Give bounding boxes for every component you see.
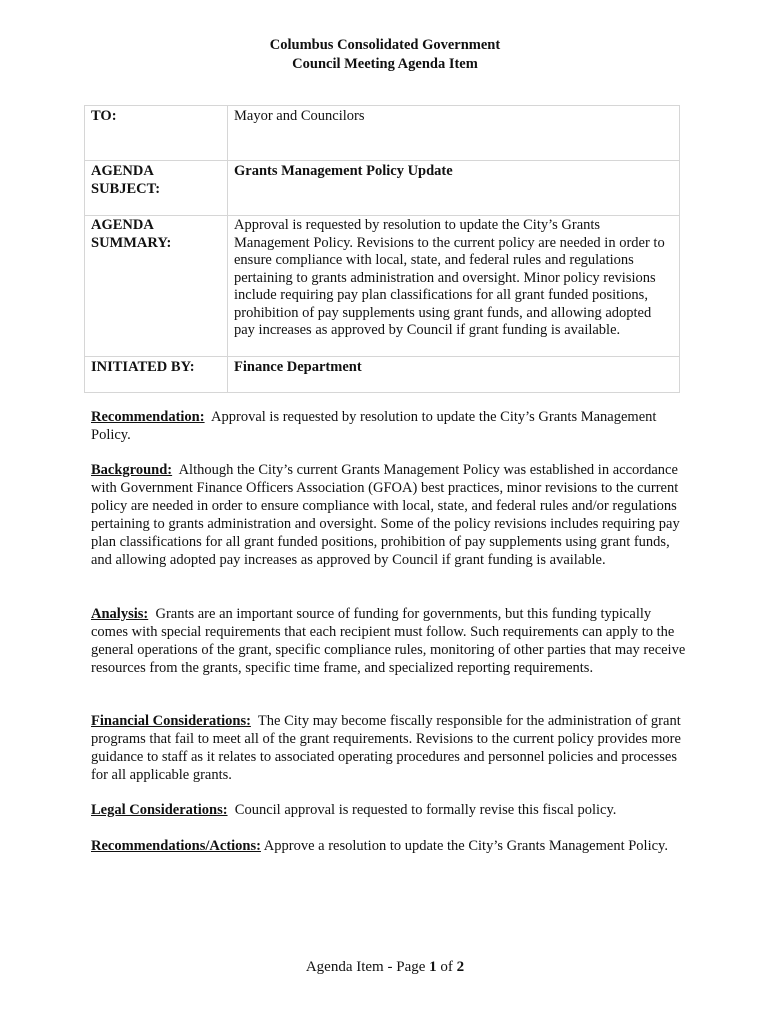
total-pages: 2 xyxy=(456,959,465,975)
agenda-subject-label-line1: AGENDA xyxy=(91,163,154,179)
government-name: Columbus Consolidated Government xyxy=(269,37,501,53)
table-row xyxy=(85,106,680,161)
recommendations-actions-text: Approve a resolution to update the City’s Grants Management Policy. xyxy=(263,838,668,854)
financial-considerations-text: The City may become fiscally responsible for the administration of grant programs that fail to meet all of the grant requirements. Revisions to the current policy provides more guidance to staff as it relates to associated operating procedures and personnel policies and processes for all applicable grants. xyxy=(91,713,681,783)
agenda-subject-label xyxy=(85,161,228,216)
document-type: Council Meeting Agenda Item xyxy=(292,56,478,72)
recommendations-actions-section xyxy=(91,837,686,855)
background-text: Although the City’s current Grants Management Policy was established in accordance with Government Finance Officers Association (GFOA) best practices, minor revisions to the current policy are needed in order to ensure compliance with local, state, and federal rules and/or regulations pertaining to grants administration and oversight. Some of the policy revisions includes requiring pay plan classifications for all grant funded positions, prohibition of pay supplements using grant funds, and allowing adopted pay increases as approved by Council if grant funding is available. xyxy=(91,462,680,568)
agenda-subject-label-line2: SUBJECT: xyxy=(91,180,161,197)
legal-considerations-label: Legal Considerations: xyxy=(91,802,228,818)
document-header xyxy=(0,36,770,74)
analysis-section xyxy=(91,605,686,677)
to-label: TO: xyxy=(85,106,228,161)
to-value: Mayor and Councilors xyxy=(228,106,680,161)
table-row xyxy=(85,216,680,357)
agenda-table xyxy=(84,105,680,393)
analysis-text: Grants are an important source of funding for governments, but this funding typically comes with special requirements that each recipient must follow. Such requirements can apply to the general operations of the grant, specific compliance rules, monitoring of other parties that may receive resources from the grants, specific time frame, and specialized reporting requirements. xyxy=(91,606,686,676)
legal-considerations-section xyxy=(91,801,686,819)
table-row xyxy=(85,161,680,216)
agenda-summary-label xyxy=(85,216,228,357)
financial-considerations-section xyxy=(91,712,686,784)
footer-prefix: Agenda Item - Page xyxy=(305,959,430,975)
footer-of: of xyxy=(436,959,457,975)
agenda-summary-label-line1: AGENDA xyxy=(91,217,154,233)
recommendations-actions-label: Recommendations/Actions: xyxy=(91,838,261,854)
agenda-summary-value: Approval is requested by resolution to update the City’s Grants Management Policy. Revisions to the current policy are needed in order to ensure compliance with local, state, and federal rules and regulations pertaining to grants administration and oversight. Minor policy revisions include requiring pay plan classifications for all grant funded positions, prohibition of pay supplements using grant funds, and allowing adopted pay increases as approved by Council if grant funding is available. xyxy=(228,216,680,357)
agenda-summary-label-line2: SUMMARY: xyxy=(91,234,172,251)
page-footer xyxy=(0,959,770,976)
background-label: Background: xyxy=(91,462,173,478)
table-row xyxy=(85,357,680,393)
recommendation-section xyxy=(91,408,686,444)
initiated-by-value: Finance Department xyxy=(228,357,680,393)
agenda-subject-value: Grants Management Policy Update xyxy=(228,161,680,216)
current-page-number: 1 xyxy=(429,959,437,975)
financial-considerations-label: Financial Considerations: xyxy=(91,713,251,729)
legal-considerations-text: Council approval is requested to formally revise this fiscal policy. xyxy=(234,802,617,818)
background-section xyxy=(91,461,686,569)
recommendation-label: Recommendation: xyxy=(91,409,205,425)
recommendation-text: Approval is requested by resolution to update the City’s Grants Management Policy. xyxy=(91,409,657,443)
analysis-label: Analysis: xyxy=(91,606,149,622)
initiated-by-label: INITIATED BY: xyxy=(85,357,228,393)
